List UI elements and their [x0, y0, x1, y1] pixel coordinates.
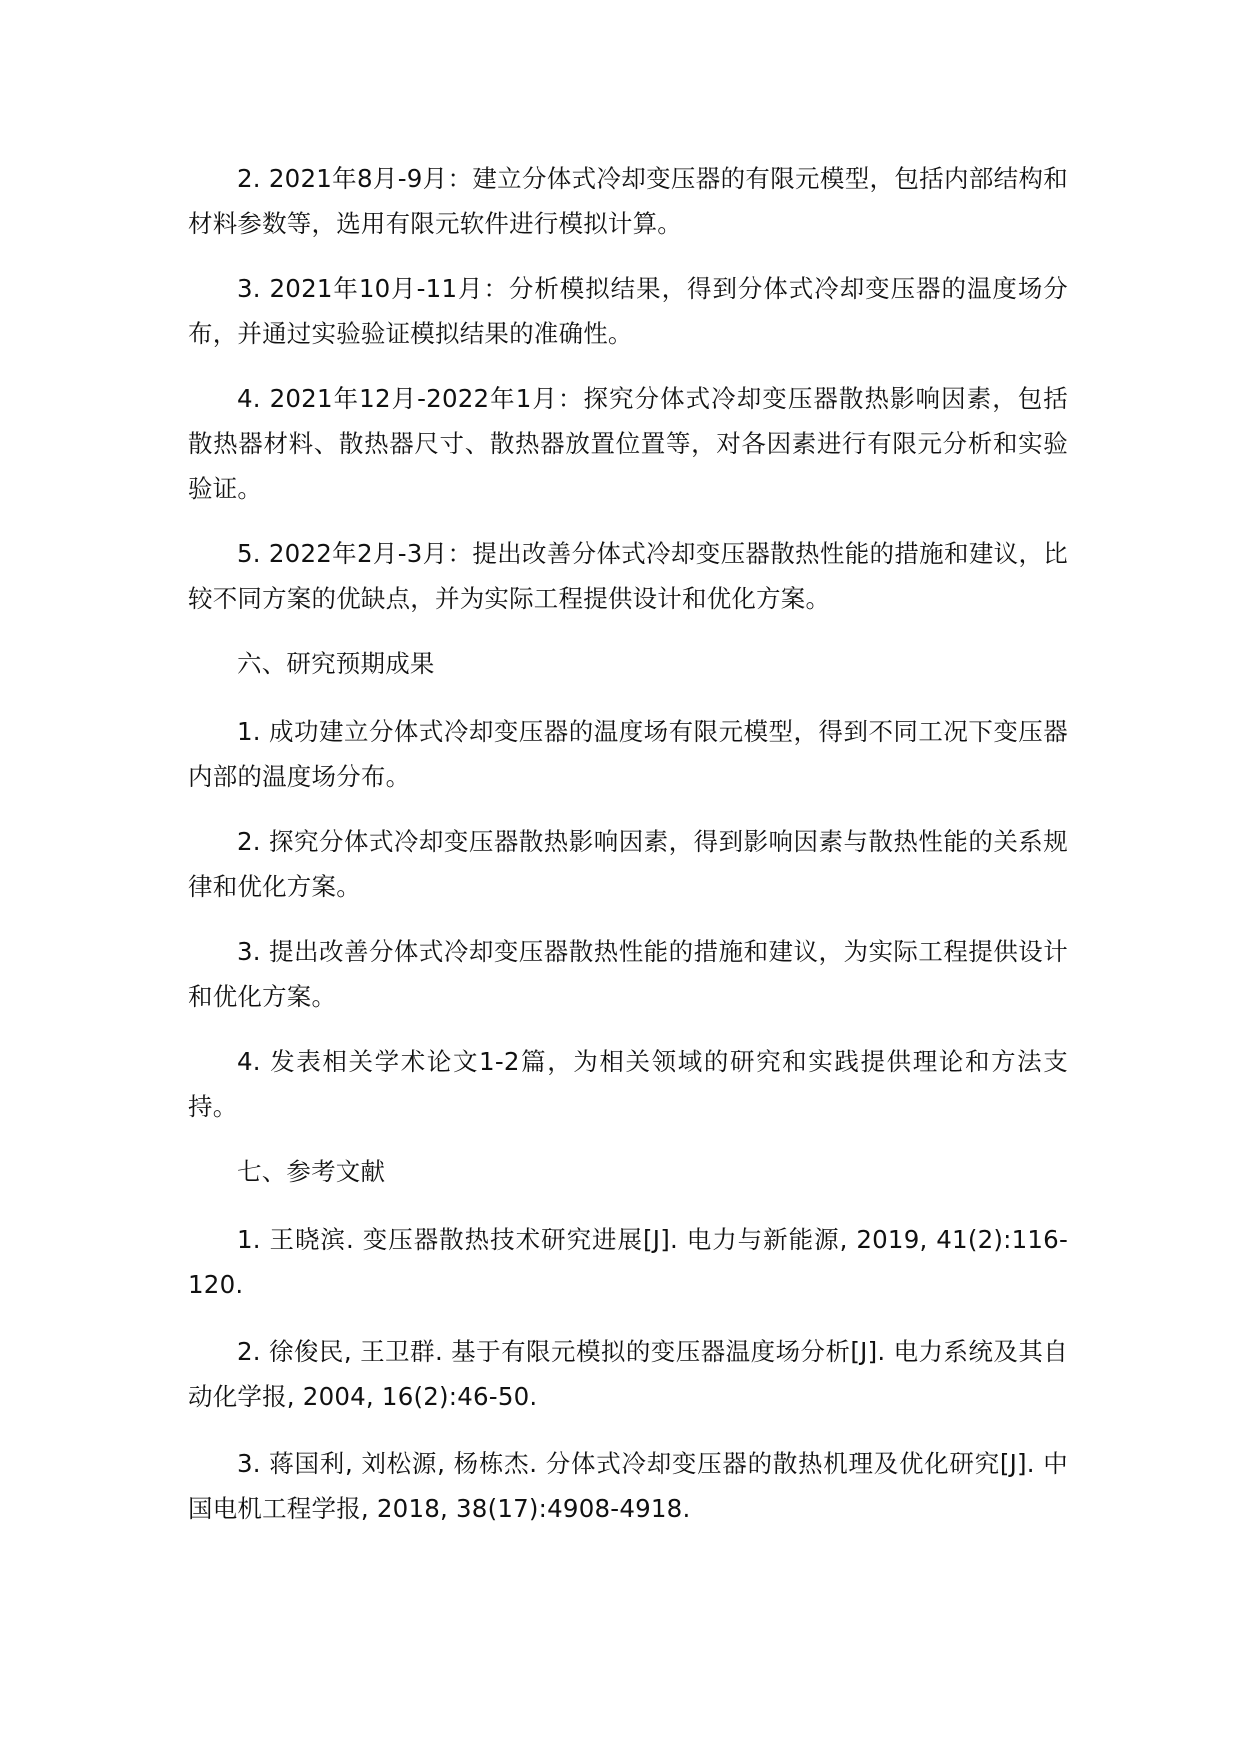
- expected-result-3: 3. 提出改善分体式冷却变压器散热性能的措施和建议，为实际工程提供设计和优化方案。: [188, 937, 1068, 1011]
- expected-result-4: 4. 发表相关学术论文1-2篇，为相关领域的研究和实践提供理论和方法支持。: [188, 1047, 1068, 1121]
- schedule-item-4: 4. 2021年12月-2022年1月：探究分体式冷却变压器散热影响因素，包括散热器材料、散热器尺寸、散热器放置位置等，对各因素进行有限元分析和实验验证。: [188, 384, 1068, 503]
- reference-1: 1. 王晓滨. 变压器散热技术研究进展[J]. 电力与新能源, 2019, 41(2):116-120.: [188, 1225, 1068, 1299]
- section-heading-references: 七、参考文献: [237, 1157, 386, 1186]
- document-body: [188, 156, 1068, 1553]
- reference-3: 3. 蒋国利, 刘松源, 杨栋杰. 分体式冷却变压器的散热机理及优化研究[J]. 中国电机工程学报, 2018, 38(17):4908-4918.: [188, 1449, 1068, 1523]
- section-heading-expected-results: 六、研究预期成果: [237, 649, 435, 678]
- schedule-item-3: 3. 2021年10月-11月：分析模拟结果，得到分体式冷却变压器的温度场分布，并通过实验验证模拟结果的准确性。: [188, 274, 1068, 348]
- reference-2: 2. 徐俊民, 王卫群. 基于有限元模拟的变压器温度场分析[J]. 电力系统及其自动化学报, 2004, 16(2):46-50.: [188, 1337, 1068, 1411]
- schedule-item-2: 2. 2021年8月-9月：建立分体式冷却变压器的有限元模型，包括内部结构和材料参数等，选用有限元软件进行模拟计算。: [188, 164, 1068, 238]
- schedule-item-5: 5. 2022年2月-3月：提出改善分体式冷却变压器散热性能的措施和建议，比较不同方案的优缺点，并为实际工程提供设计和优化方案。: [188, 539, 1068, 613]
- expected-result-2: 2. 探究分体式冷却变压器散热影响因素，得到影响因素与散热性能的关系规律和优化方案。: [188, 827, 1068, 901]
- expected-result-1: 1. 成功建立分体式冷却变压器的温度场有限元模型，得到不同工况下变压器内部的温度场分布。: [188, 717, 1068, 791]
